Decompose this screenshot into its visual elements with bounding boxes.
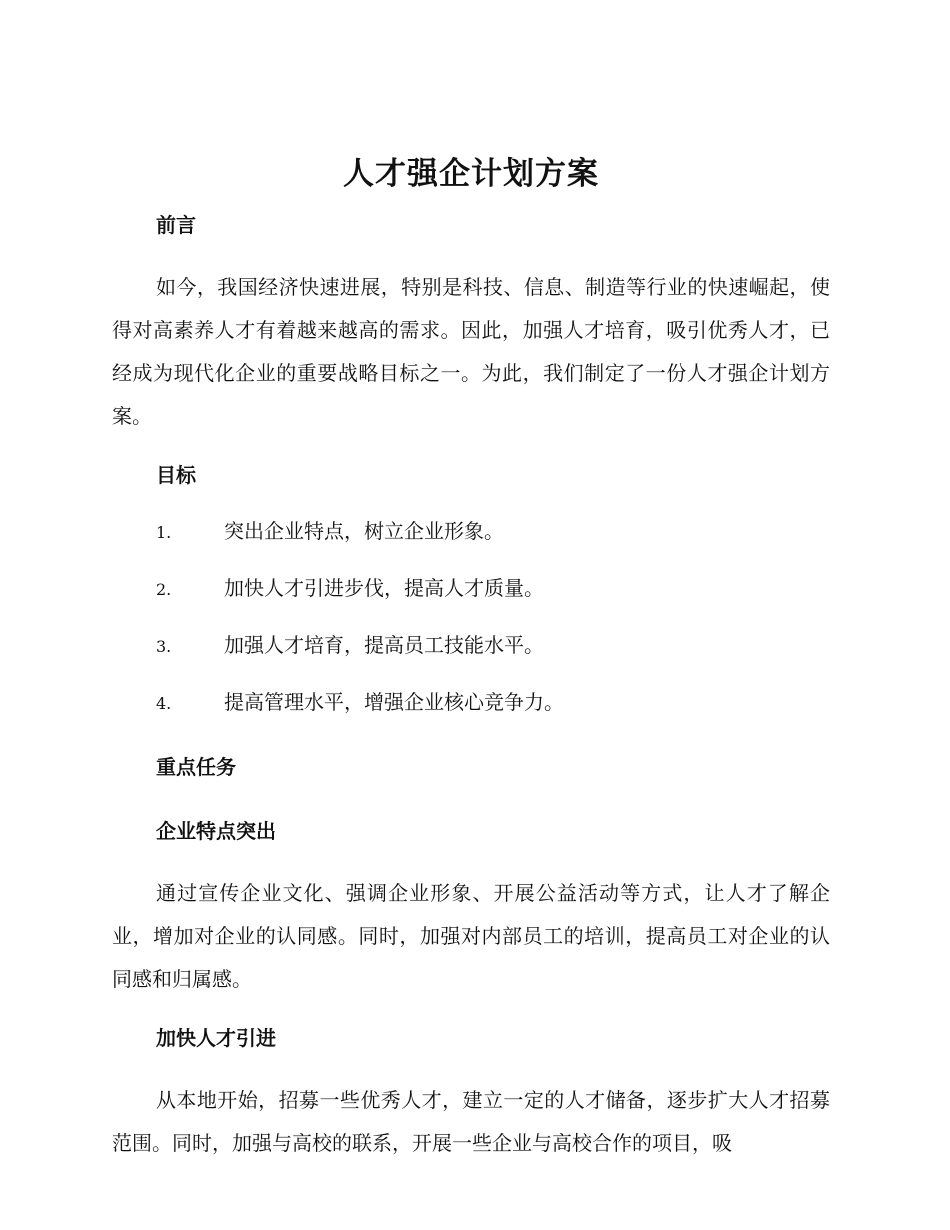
goal-item — [112, 630, 830, 662]
section-heading-goals: 目标 — [156, 463, 196, 487]
goal-text: 加强人才培育，提高员工技能水平。 — [224, 633, 544, 657]
recruit-paragraph: 从本地开始，招募一些优秀人才，建立一定的人才储备，逐步扩大人才招募范围。同时，加强与高校的联系，开展一些企业与高校合作的项目，吸 — [112, 1088, 830, 1155]
section-heading-highlight: 企业特点突出 — [156, 819, 276, 843]
section-heading-preface: 前言 — [156, 213, 196, 237]
goal-number: 2. — [156, 580, 172, 599]
goal-item — [112, 573, 830, 605]
goal-item — [112, 516, 830, 548]
goal-text: 提高管理水平，增强企业核心竞争力。 — [224, 690, 564, 714]
section-heading-key-tasks: 重点任务 — [156, 755, 236, 779]
section-heading-recruit: 加快人才引进 — [156, 1026, 276, 1050]
goal-number: 4. — [156, 694, 172, 713]
goal-number: 3. — [156, 637, 172, 656]
highlight-paragraph: 通过宣传企业文化、强调企业形象、开展公益活动等方式，让人才了解企业，增加对企业的认同感。同时，加强对内部员工的培训，提高员工对企业的认同感和归属感。 — [112, 881, 830, 991]
goal-text: 加快人才引进步伐，提高人才质量。 — [224, 576, 544, 600]
goal-item — [112, 687, 830, 719]
goal-text: 突出企业特点，树立企业形象。 — [224, 519, 504, 543]
goal-number: 1. — [156, 523, 172, 542]
goals-list — [112, 516, 830, 719]
document-title: 人才强企计划方案 — [343, 156, 599, 192]
document-content — [112, 148, 830, 1179]
preface-paragraph: 如今，我国经济快速进展，特别是科技、信息、制造等行业的快速崛起，使得对高素养人才有着越来越高的需求。因此，加强人才培育，吸引优秀人才，已经成为现代化企业的重要战略目标之一。为此，我们制定了一份人才强企计划方案。 — [112, 275, 830, 428]
